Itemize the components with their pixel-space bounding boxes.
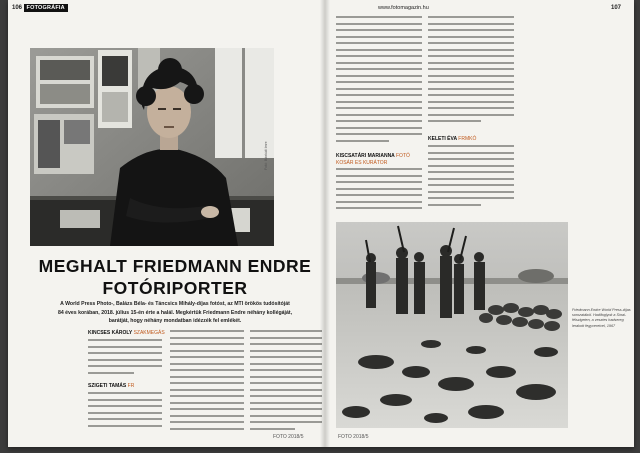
author-role-2: KOSÁR ES KURÁTOR xyxy=(336,160,388,166)
left-page-header xyxy=(12,5,68,11)
body-column-1a xyxy=(88,339,162,379)
body-column-2 xyxy=(170,330,244,430)
byline-keleti xyxy=(428,136,476,142)
author-name: SZIGETI TAMÁS xyxy=(88,383,127,389)
byline-kiscsatari xyxy=(336,153,410,159)
lead-line-3: barátját, hogy néhány mondatban idézzék fel emlékét. xyxy=(108,318,242,324)
page-gutter xyxy=(320,0,330,447)
text-lines xyxy=(88,339,162,378)
article-lead xyxy=(35,300,315,326)
text-lines xyxy=(88,392,162,431)
portrait-photo xyxy=(30,48,274,246)
magazine-url: www.fotomagazin.hu xyxy=(378,5,429,11)
author-role: FR xyxy=(127,383,135,389)
text-lines xyxy=(428,16,514,127)
right-page-number: 107 xyxy=(611,5,622,11)
body-column-3 xyxy=(250,330,322,430)
body-column-4 xyxy=(336,16,422,151)
body-column-5b xyxy=(428,145,514,217)
war-image xyxy=(336,222,568,428)
author-name: KELETI ÉVA xyxy=(428,136,457,142)
author-role: FRMKÓ xyxy=(458,136,477,142)
author-name: KINCSES KÁROLY xyxy=(88,330,133,336)
author-name: KISCSATÁRI MARIANNA xyxy=(336,153,395,159)
body-column-4b xyxy=(336,168,422,218)
war-photo xyxy=(336,222,568,428)
portrait-image xyxy=(30,48,274,246)
section-label: FOTOGRÁFIA xyxy=(24,4,68,12)
lead-line-2: 84 éves korában, 2018. július 15-én érte a halál. Megkértük Friedmann Endre néhány kollégáját, xyxy=(57,309,293,316)
text-lines xyxy=(428,145,514,210)
text-lines xyxy=(170,330,244,430)
magazine-spread xyxy=(8,0,634,447)
footer-right: FOTO 2018/5 xyxy=(338,434,369,440)
body-column-5 xyxy=(428,16,514,134)
left-page-number: 106 xyxy=(12,5,23,11)
text-lines xyxy=(336,16,422,146)
text-lines xyxy=(336,168,422,214)
title-line-2: FOTÓRIPORTER xyxy=(102,278,248,298)
byline-szigeti xyxy=(88,383,134,389)
byline-kincses xyxy=(88,330,165,336)
author-role: FOTÓ xyxy=(396,153,410,159)
text-lines xyxy=(250,330,322,430)
title-line-1: MEGHALT FRIEDMANN ENDRE xyxy=(38,256,312,276)
lead-line-1: A World Press Photo-, Balázs Béla- és Táncsics Mihály-díjas fotóst, az MTI örökös tudósítóját xyxy=(60,301,290,307)
footer-left: FOTO 2018/5 xyxy=(273,434,304,440)
byline-kiscsatari-role xyxy=(336,160,387,166)
photo-credit: Fotó: Bánkúti Imre xyxy=(264,141,268,170)
author-role: SZAKMEGÁS xyxy=(133,330,165,336)
article-title xyxy=(30,255,320,299)
body-column-1b xyxy=(88,392,162,432)
photo-caption: Friedmann Endre World Press-díjas sorozatából. Hadifoglyok a Sínai-félszigeten, a vesztes hadsereg lerakott fegyvereivel, 1967 xyxy=(572,308,631,328)
